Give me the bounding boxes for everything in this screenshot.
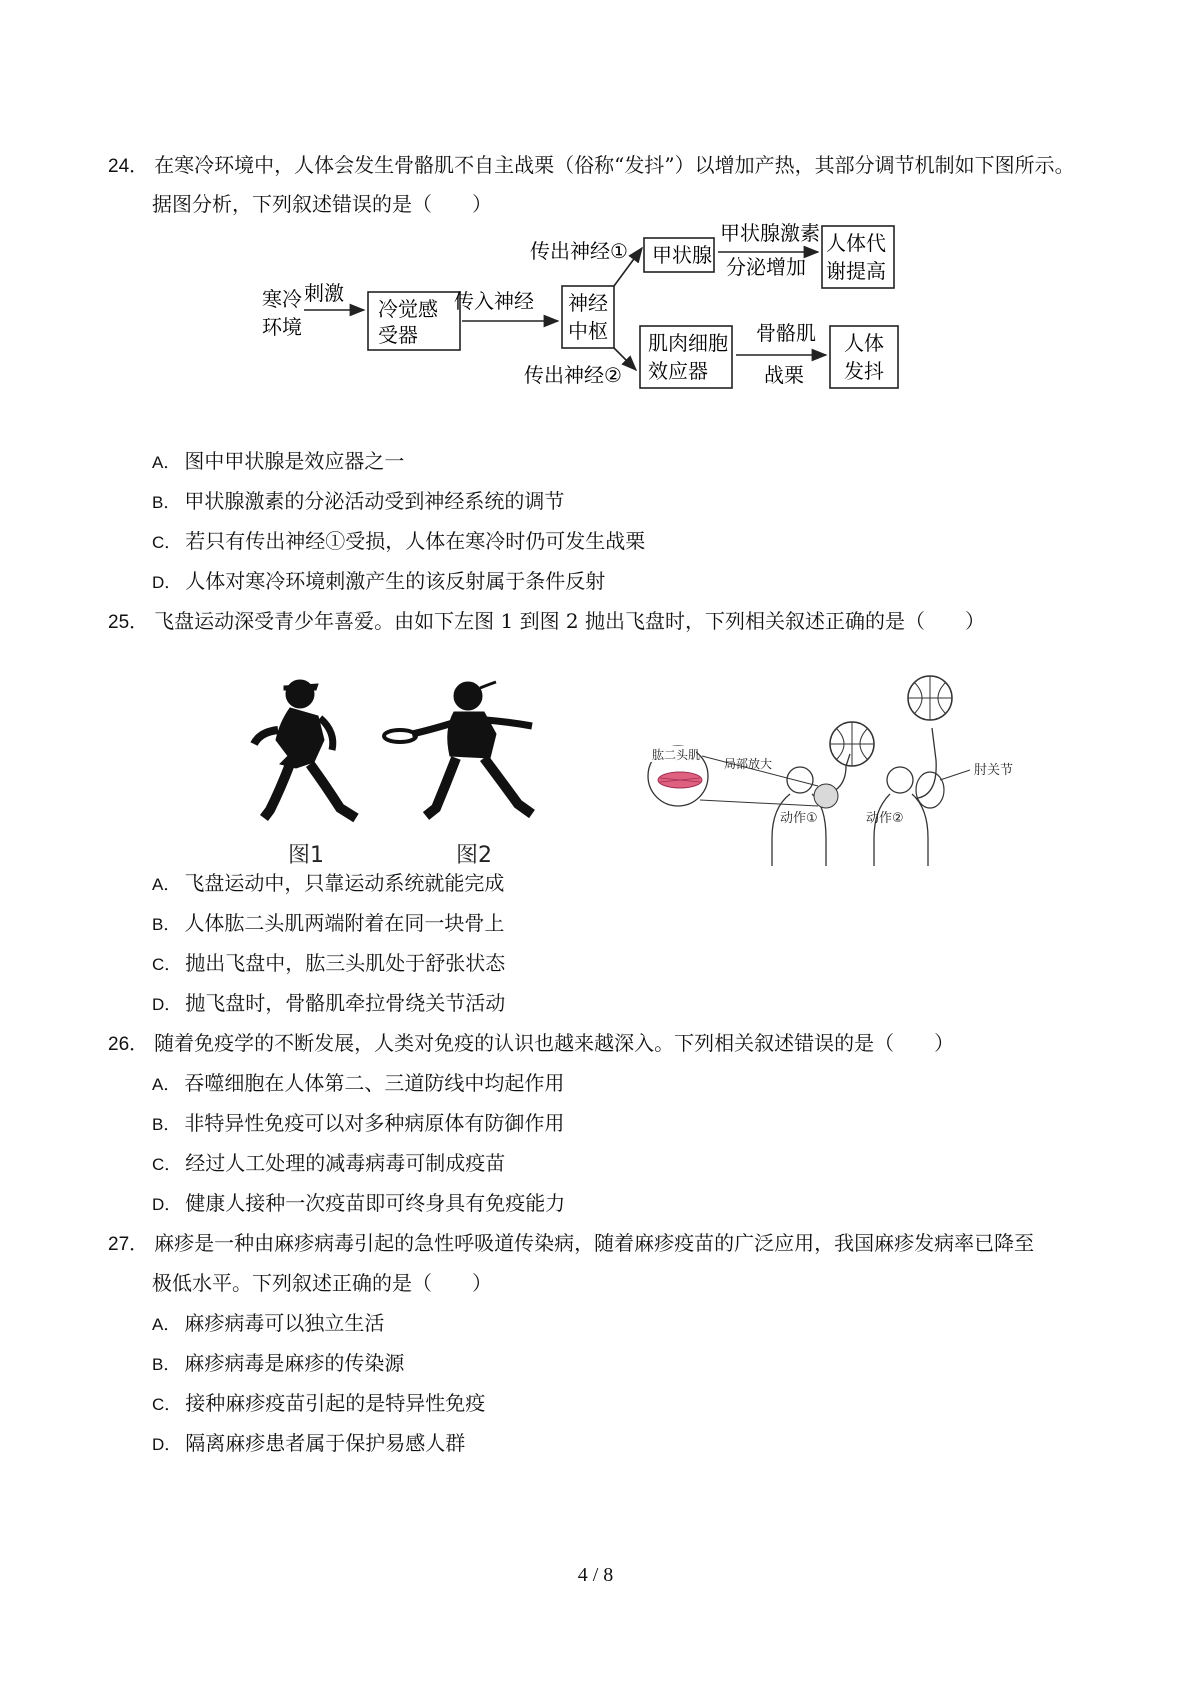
option-letter: B． [152,1115,181,1134]
option-letter: B． [152,1355,181,1374]
fig2-label: 图2 [456,843,492,868]
center-label-2: 中枢 [568,319,608,343]
zoom-label: 局部放大 [724,757,773,771]
option-letter: C． [152,1395,182,1414]
option-text: 麻疹病毒可以独立生活 [184,1311,385,1335]
q27-stem-text: 麻疹是一种由麻疹病毒引起的急性呼吸道传染病，随着麻疹疫苗的广泛应用，我国麻疹发病率已降至 [154,1231,1035,1255]
option-letter: A． [152,1075,181,1094]
q26-option-a [152,1071,564,1097]
q25-option-b [152,911,504,937]
regulation-flow-diagram [240,222,980,422]
q27-stem-line2: 极低水平。下列叙述正确的是（ ） [152,1271,492,1295]
q26-option-c [152,1151,505,1177]
option-letter: A． [152,453,181,472]
receptor-label-1: 冷觉感 [378,297,438,321]
shiver-label-2: 发抖 [844,359,884,383]
q24-option-c [152,529,645,555]
option-letter: B． [152,915,181,934]
option-letter: D． [152,1195,182,1214]
q27-option-c [152,1391,485,1417]
frisbee-figures [240,660,580,880]
option-letter: B． [152,493,181,512]
q26-option-b [152,1111,564,1137]
q24-stem-line2: 据图分析，下列叙述错误的是（ ） [152,192,492,216]
q27-option-d [152,1431,465,1457]
player-figure-2 [412,682,532,816]
option-text: 若只有传出神经①受损，人体在寒冷时仍可发生战栗 [185,529,646,553]
option-letter: C． [152,955,182,974]
muscle-cell-label-2: 效应器 [648,359,708,383]
action2-label: 动作② [866,811,904,826]
option-letter: A． [152,1315,181,1334]
q26-number: 26． [108,1034,149,1055]
efferent1-label: 传出神经① [530,239,628,263]
q24-option-a [152,449,404,475]
option-text: 图中甲状腺是效应器之一 [184,449,405,473]
metabolism-label-1: 人体代 [826,231,886,255]
q25-number: 25． [108,612,149,633]
option-text: 接种麻疹疫苗引起的是特异性免疫 [185,1391,486,1415]
q26-option-d [152,1191,565,1217]
option-text: 甲状腺激素的分泌活动受到神经系统的调节 [184,489,565,513]
option-letter: C． [152,1155,182,1174]
option-letter: D． [152,573,182,592]
page-number: 4 / 8 [577,1564,614,1586]
elbow-label: 肘关节 [974,763,1014,778]
skeletal-label: 骨骼肌 [756,321,816,345]
option-letter: D． [152,1435,182,1454]
shiver-label-1: 人体 [844,331,884,355]
env-label-2: 环境 [262,315,302,339]
player-figure-1 [254,680,356,818]
option-text: 吞噬细胞在人体第二、三道防线中均起作用 [184,1071,565,1095]
q25-stem-text: 飞盘运动深受青少年喜爱。由如下左图 1 到图 2 抛出飞盘时，下列相关叙述正确的是（ ） [154,609,986,633]
option-letter: A． [152,875,181,894]
arm-action-figures [640,668,1020,884]
metabolism-label-2: 谢提高 [826,259,886,283]
frisbee-icon [384,730,416,742]
efferent2-label: 传出神经② [524,363,622,387]
q24-option-b [152,489,564,515]
thyroid-label: 甲状腺 [652,243,712,267]
q27-option-a [152,1311,384,1337]
secretion-label: 分泌增加 [726,255,806,279]
q24-stem-line1 [108,153,1075,179]
option-text: 非特异性免疫可以对多种病原体有防御作用 [184,1111,565,1135]
receptor-label-2: 受器 [378,323,418,347]
hormone-label: 甲状腺激素 [720,222,820,245]
q25-option-a [152,871,504,897]
option-text: 飞盘运动中，只靠运动系统就能完成 [184,871,505,895]
fig1-label: 图1 [288,843,324,868]
q25-option-c [152,951,505,977]
option-text: 人体对寒冷环境刺激产生的该反射属于条件反射 [185,569,606,593]
option-text: 抛飞盘时，骨骼肌牵拉骨绕关节活动 [185,991,506,1015]
option-text: 抛出飞盘中，肱三头肌处于舒张状态 [185,951,506,975]
option-text: 人体肱二头肌两端附着在同一块骨上 [184,911,505,935]
q26-stem-line1 [108,1031,954,1057]
q24-stem-text: 在寒冷环境中，人体会发生骨骼肌不自主战栗（俗称“发抖”）以增加产热，其部分调节机制如下图所示。 [154,153,1075,177]
q24-number: 24． [108,156,149,177]
q27-stem-line1 [108,1231,1034,1257]
stimulus-label: 刺激 [304,281,344,305]
q26-stem-text: 随着免疫学的不断发展，人类对免疫的认识也越来越深入。下列相关叙述错误的是（ ） [154,1031,955,1055]
muscle-cell-label-1: 肌肉细胞 [648,331,728,355]
center-label-1: 神经 [568,291,608,315]
env-label-1: 寒冷 [262,287,302,311]
afferent-label: 传入神经 [454,289,534,313]
q25-stem-line1 [108,609,985,635]
q27-number: 27． [108,1234,149,1255]
option-text: 健康人接种一次疫苗即可终身具有免疫能力 [185,1191,566,1215]
tremble-label: 战栗 [764,363,804,387]
q25-option-d [152,991,505,1017]
biceps-label: 肱二头肌 [652,748,701,762]
option-letter: C． [152,533,182,552]
option-text: 麻疹病毒是麻疹的传染源 [184,1351,405,1375]
q27-option-b [152,1351,404,1377]
action1-label: 动作① [780,811,818,826]
option-text: 隔离麻疹患者属于保护易感人群 [185,1431,466,1455]
option-text: 经过人工处理的减毒病毒可制成疫苗 [185,1151,506,1175]
option-letter: D． [152,995,182,1014]
q24-option-d [152,569,605,595]
